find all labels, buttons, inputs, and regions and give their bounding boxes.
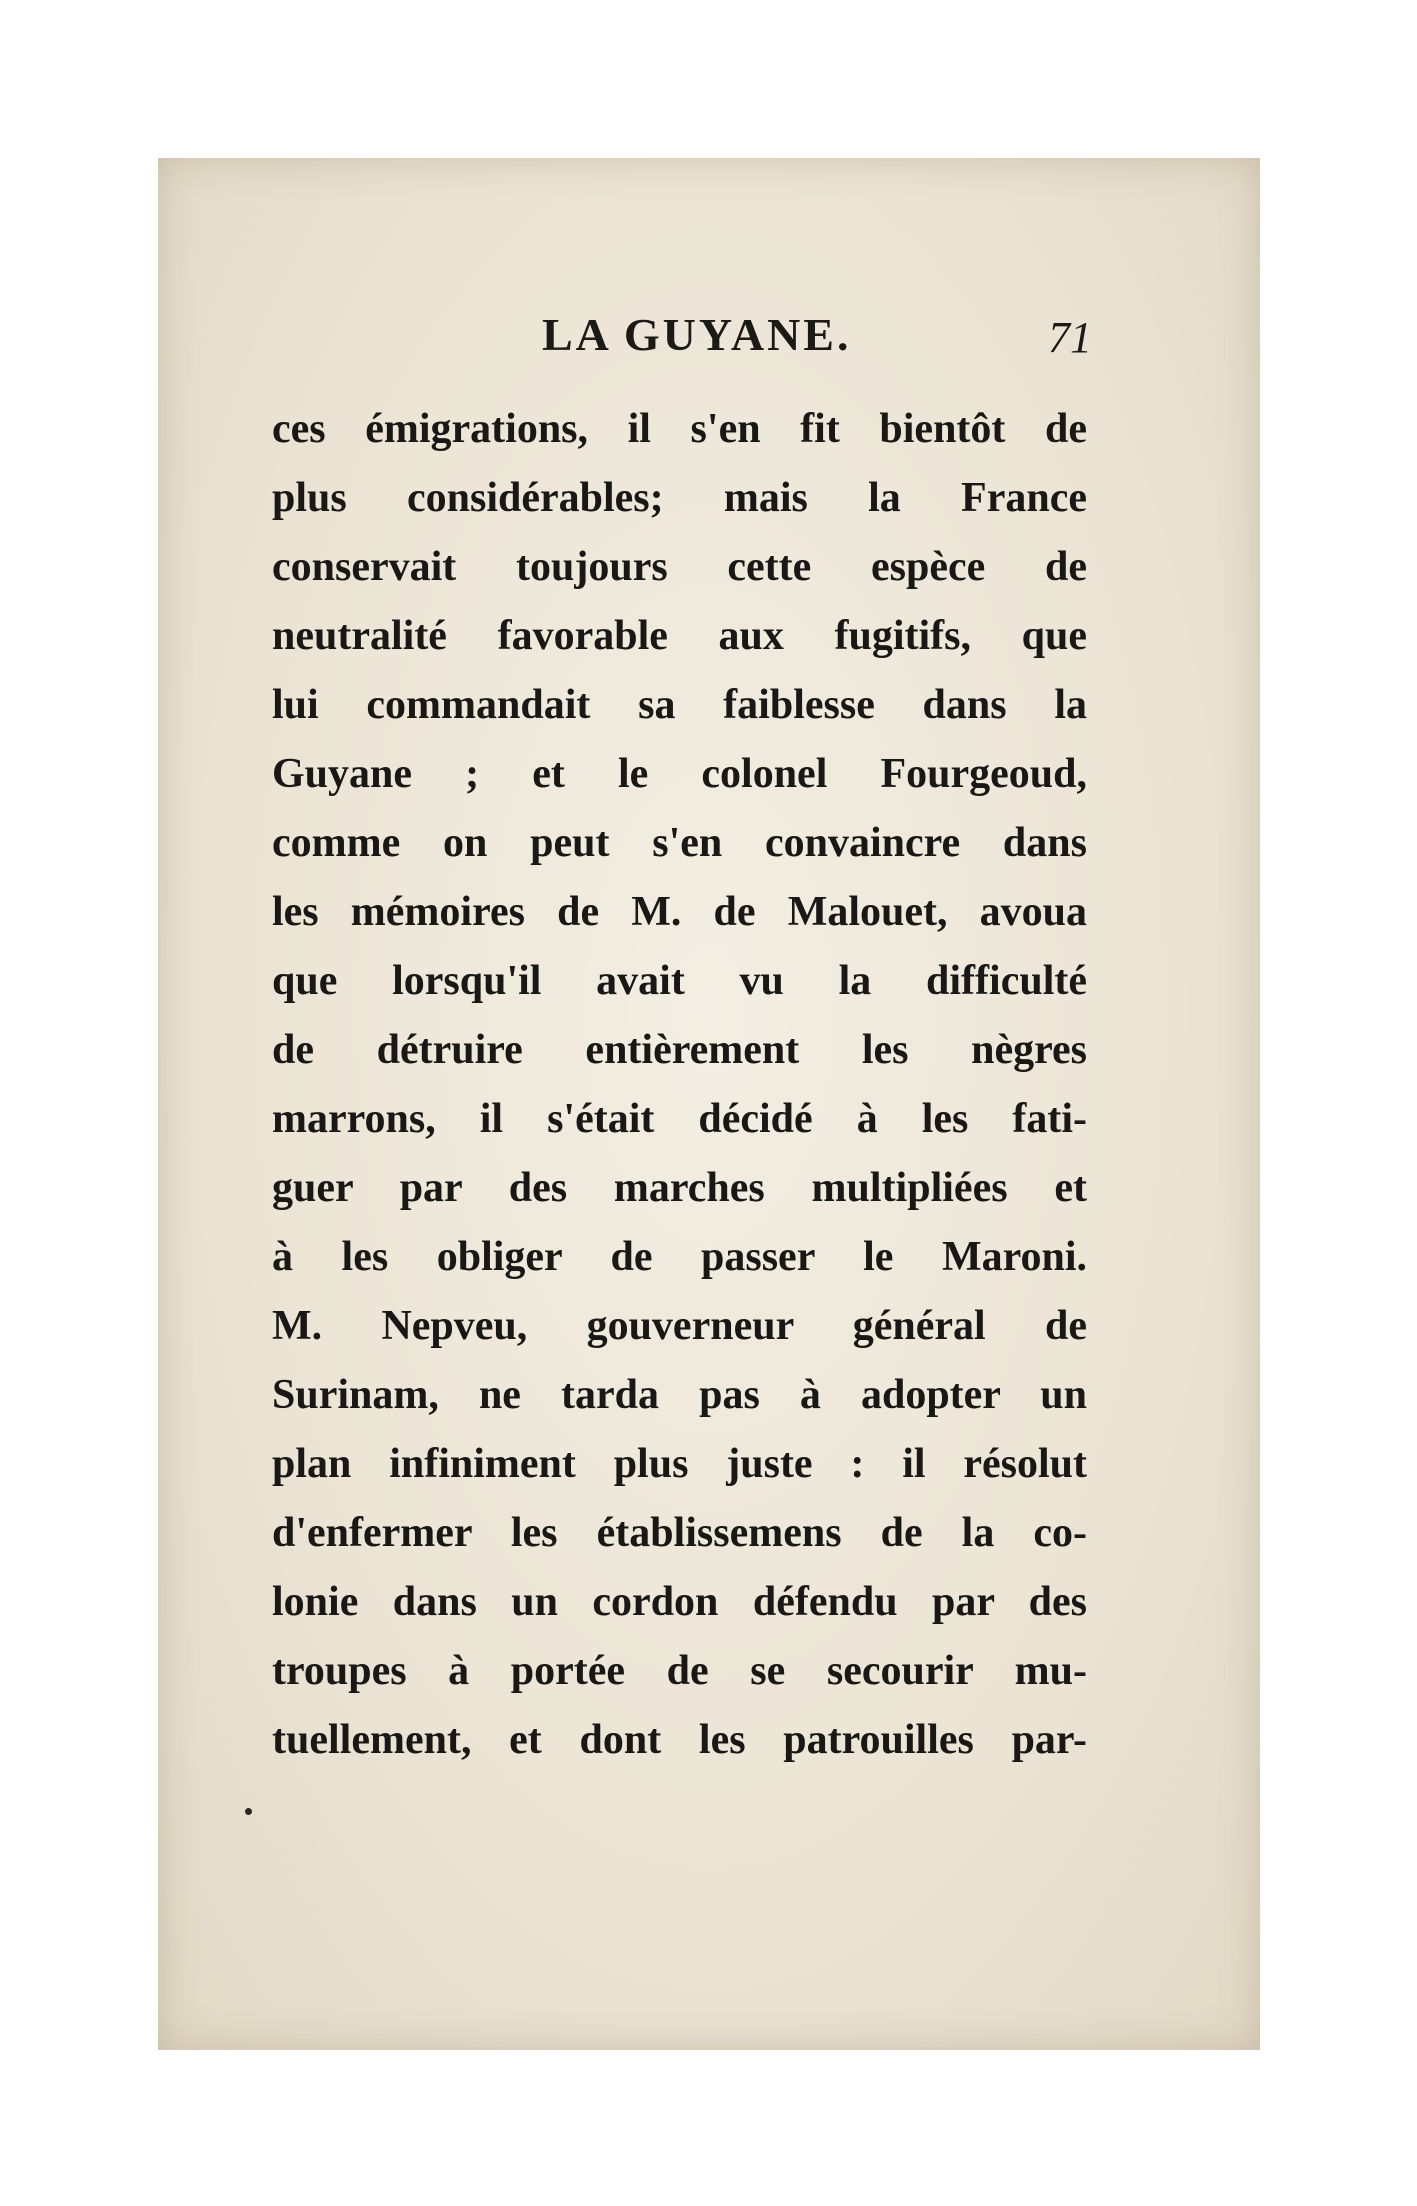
text-line: M. Nepveu, gouverneur général de <box>272 1303 1087 1349</box>
text-line: neutralité favorable aux fugitifs, que <box>272 613 1087 659</box>
text-line: Guyane ; et le colonel Fourgeoud, <box>272 751 1087 797</box>
text-line: lonie dans un cordon défendu par des <box>272 1579 1087 1625</box>
text-line: guer par des marches multipliées et <box>272 1165 1087 1211</box>
running-title: LA GUYANE. <box>542 309 852 360</box>
text-line: de détruire entièrement les nègres <box>272 1027 1087 1073</box>
text-line: conservait toujours cette espèce de <box>272 544 1087 590</box>
page-header <box>372 308 1092 368</box>
text-line: marrons, il s'était décidé à les fati- <box>272 1096 1087 1142</box>
text-line: Surinam, ne tarda pas à adopter un <box>272 1372 1087 1418</box>
text-line: ces émigrations, il s'en fit bientôt de <box>272 406 1087 452</box>
text-line: les mémoires de M. de Malouet, avoua <box>272 889 1087 935</box>
text-line: plus considérables; mais la France <box>272 475 1087 521</box>
text-line: tuellement, et dont les patrouilles par- <box>272 1717 1087 1763</box>
text-line: que lorsqu'il avait vu la difficulté <box>272 958 1087 1004</box>
text-line: plan infiniment plus juste : il résolut <box>272 1441 1087 1487</box>
text-line: d'enfermer les établissemens de la co- <box>272 1510 1087 1556</box>
page-number: 71 <box>1048 313 1092 362</box>
text-line: lui commandait sa faiblesse dans la <box>272 682 1087 728</box>
ink-speck <box>245 1808 252 1815</box>
text-line: comme on peut s'en convaincre dans <box>272 820 1087 866</box>
text-line: à les obliger de passer le Maroni. <box>272 1234 1087 1280</box>
text-line: troupes à portée de se secourir mu- <box>272 1648 1087 1694</box>
body-text <box>272 395 1087 1775</box>
